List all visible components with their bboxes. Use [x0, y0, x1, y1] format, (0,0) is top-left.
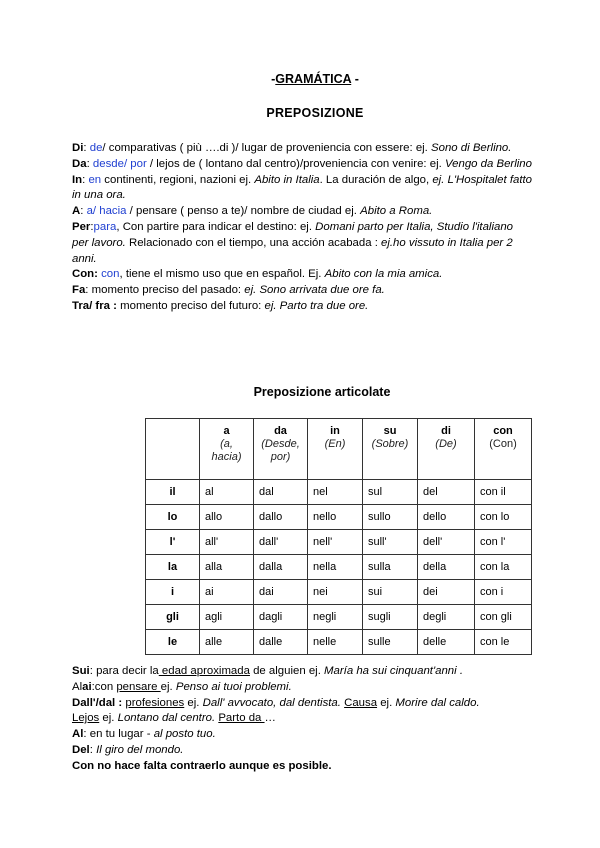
table-cell: sul	[363, 480, 418, 505]
header-cell-empty	[146, 419, 200, 480]
table-cell: con lo	[475, 505, 532, 530]
table-cell: al	[200, 480, 254, 505]
table-cell: dalla	[254, 555, 308, 580]
rule-tra-fra: Tra/ fra : momento preciso del futuro: ej. Parto tra due ore.	[72, 299, 369, 312]
table-cell: agli	[200, 605, 254, 630]
table-header-row	[146, 419, 532, 480]
table-cell: degli	[418, 605, 475, 630]
note-lejos: Lejos ej. Lontano dal centro. Parto da …	[72, 712, 276, 725]
header-cell-su: su (Sobre)	[363, 419, 418, 480]
table-cell: sulla	[363, 555, 418, 580]
table-row	[146, 630, 532, 655]
table-cell: dei	[418, 580, 475, 605]
table-cell: all'	[200, 530, 254, 555]
table-cell: con gli	[475, 605, 532, 630]
table-row	[146, 480, 532, 505]
rule-in: In: en continenti, regioni, nazioni ej. Abito in Italia. La duración de algo, ej. L'Hospitalet fatto in una ora.	[72, 173, 533, 202]
note-final: Con no hace falta contraerlo aunque es posible.	[72, 759, 332, 772]
table-cell: dalle	[254, 630, 308, 655]
rule-da: Da: desde/ por / lejos de ( lontano dal centro)/proveniencia con venire: ej. Vengo da Berlino	[72, 157, 532, 170]
row-article: la	[146, 555, 200, 580]
table-cell: con le	[475, 630, 532, 655]
table-cell: nello	[308, 505, 363, 530]
table-cell: nell'	[308, 530, 363, 555]
table-row	[146, 580, 532, 605]
table-cell: sull'	[363, 530, 418, 555]
table-cell: nel	[308, 480, 363, 505]
articulated-prepositions-table	[145, 418, 532, 655]
note-al: Al: en tu lugar - al posto tuo.	[72, 728, 216, 741]
preposition-rules	[72, 141, 532, 315]
rule-fa: Fa: momento preciso del pasado: ej. Sono arrivata due ore fa.	[72, 284, 385, 297]
table-row	[146, 530, 532, 555]
table-cell: con la	[475, 555, 532, 580]
table-cell: sullo	[363, 505, 418, 530]
note-dal: Dall'/dal : profesiones ej. Dall' avvocato, dal dentista. Causa ej. Morire dal caldo.	[72, 696, 480, 709]
table-cell: sulle	[363, 630, 418, 655]
table-cell: del	[418, 480, 475, 505]
note-del: Del: Il giro del mondo.	[72, 743, 184, 756]
table-row	[146, 605, 532, 630]
table-cell: allo	[200, 505, 254, 530]
rule-a: A: a/ hacia / pensare ( penso a te)/ nombre de ciudad ej. Abito a Roma.	[72, 205, 433, 218]
table-cell: con il	[475, 480, 532, 505]
table-title: Preposizione articolate	[253, 385, 391, 399]
row-article: i	[146, 580, 200, 605]
note-sui: Sui: para decir la edad aproximada de alguien ej. María ha sui cinquant'anni .	[72, 665, 463, 677]
table-cell: alle	[200, 630, 254, 655]
document-title: -GRAMÁTICA -	[271, 72, 359, 86]
table-cell: sugli	[363, 605, 418, 630]
table-cell: dal	[254, 480, 308, 505]
table-cell: sui	[363, 580, 418, 605]
rule-con: Con: con, tiene el mismo uso que en español. Ej. Abito con la mia amica.	[72, 268, 443, 281]
header-cell-con: con (Con)	[475, 419, 532, 480]
row-article: l'	[146, 530, 200, 555]
table-cell: negli	[308, 605, 363, 630]
header-cell-di: di (De)	[418, 419, 475, 480]
table-cell: alla	[200, 555, 254, 580]
table-cell: delle	[418, 630, 475, 655]
header-cell-in: in (En)	[308, 419, 363, 480]
table-cell: dagli	[254, 605, 308, 630]
table-cell: nei	[308, 580, 363, 605]
note-ai: Alai:con pensare ej. Penso ai tuoi problemi.	[72, 680, 292, 693]
usage-notes	[72, 664, 542, 775]
row-article: lo	[146, 505, 200, 530]
section-title: PREPOSIZIONE	[266, 106, 364, 120]
rule-per: Per:para, Con partire para indicar el destino: ej. Domani parto per Italia, Studio l'italiano per lavoro. Relacionado con el tiempo, una acción acabada : ej.ho vissuto in Italia per 2 anni.	[72, 220, 513, 265]
title-text: GRAMÁTICA	[275, 72, 352, 86]
row-article: gli	[146, 605, 200, 630]
table-cell: ai	[200, 580, 254, 605]
rule-di: Di: de/ comparativas ( più ….di )/ lugar de proveniencia con essere: ej. Sono di Berlino.	[72, 142, 512, 154]
table-cell: nelle	[308, 630, 363, 655]
row-article: il	[146, 480, 200, 505]
table-cell: con l'	[475, 530, 532, 555]
table-cell: nella	[308, 555, 363, 580]
table-cell: dall'	[254, 530, 308, 555]
table-cell: dello	[418, 505, 475, 530]
table-cell: dell'	[418, 530, 475, 555]
table-cell: dai	[254, 580, 308, 605]
header-cell-a: a (a, hacia)	[200, 419, 254, 480]
table-cell: della	[418, 555, 475, 580]
table-row	[146, 505, 532, 530]
table-row	[146, 555, 532, 580]
table-cell: dallo	[254, 505, 308, 530]
header-cell-da: da (Desde, por)	[254, 419, 308, 480]
table-cell: con i	[475, 580, 532, 605]
row-article: le	[146, 630, 200, 655]
